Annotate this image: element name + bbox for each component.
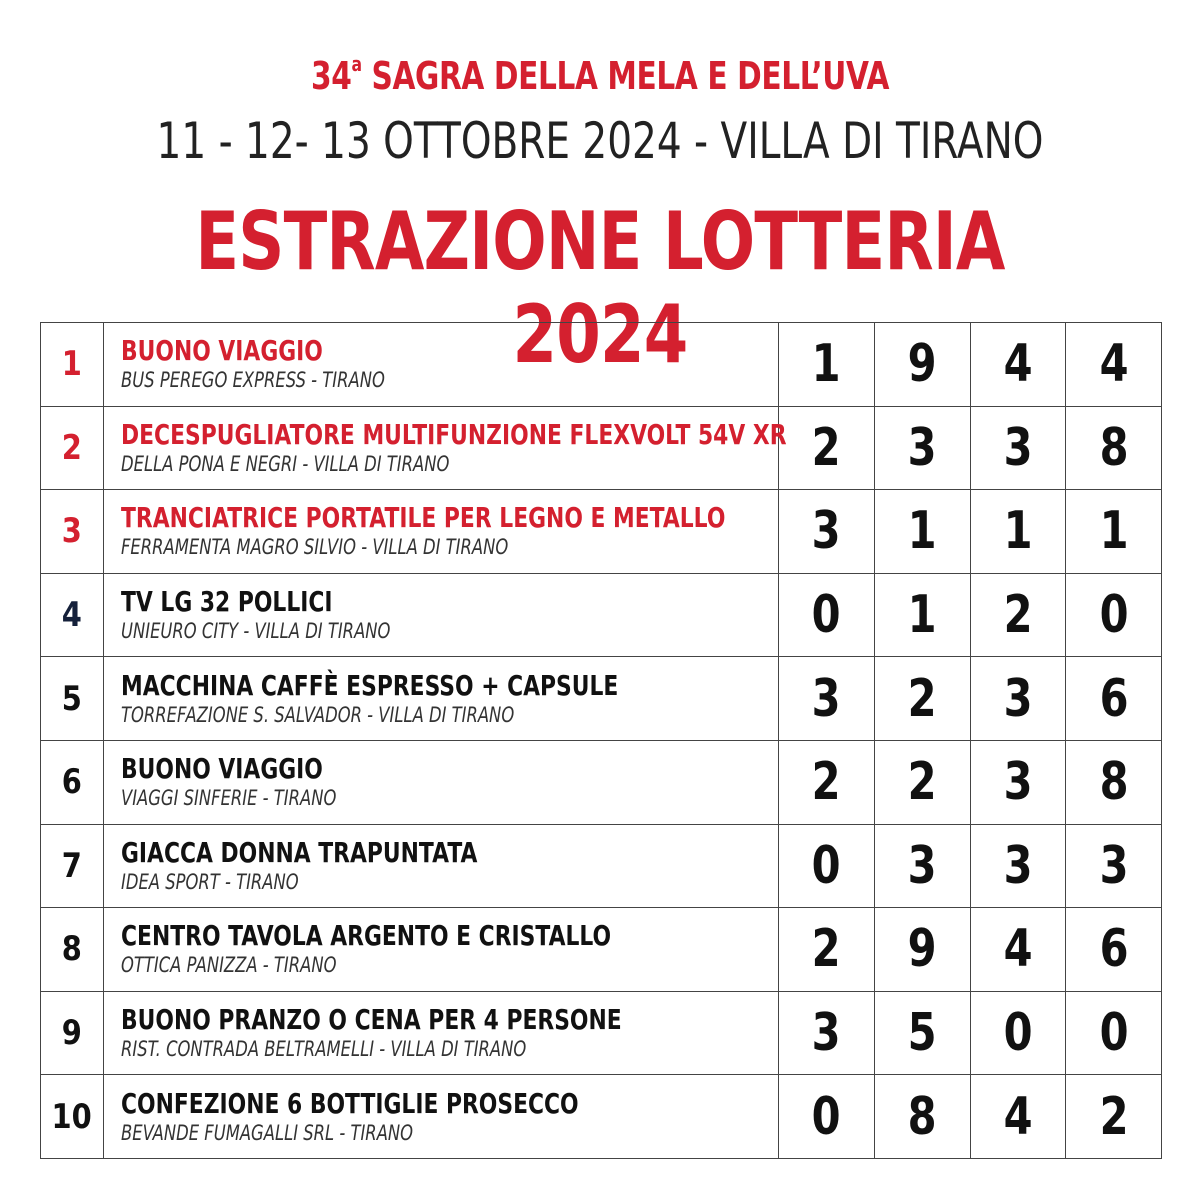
- page-title: ESTRAZIONE LOTTERIA 2024: [195, 195, 1005, 381]
- table-row: [41, 908, 1162, 992]
- winning-digit: 0: [1099, 1003, 1129, 1064]
- winning-digit-cell: [874, 908, 970, 992]
- winning-digit: 8: [1099, 417, 1129, 478]
- prize-rank: 1: [61, 344, 83, 385]
- prize-name: BUONO VIAGGIO: [121, 334, 323, 368]
- prize-rank-cell: [41, 1075, 104, 1159]
- winning-digit: 3: [1003, 835, 1033, 896]
- winning-digit: 9: [907, 334, 937, 395]
- table-row: [41, 991, 1162, 1075]
- table-row: [41, 1075, 1162, 1159]
- winning-digit: 2: [811, 752, 841, 813]
- winning-digit-cell: [1066, 908, 1162, 992]
- table-row: [41, 740, 1162, 824]
- winning-digit: 3: [1099, 835, 1129, 896]
- table-row: [41, 323, 1162, 407]
- winning-digit-cell: [1066, 573, 1162, 657]
- table-row: [41, 573, 1162, 657]
- winning-digit-cell: [779, 657, 875, 741]
- winning-digit: 1: [907, 501, 937, 562]
- prize-rank: 10: [51, 1096, 93, 1137]
- winning-digit: 3: [907, 835, 937, 896]
- winning-digit: 2: [811, 417, 841, 478]
- prize-name: TV LG 32 POLLICI: [121, 585, 333, 619]
- winning-digit: 0: [1099, 585, 1129, 646]
- table-row: [41, 490, 1162, 574]
- event-dates: 11 - 12- 13 OTTOBRE 2024 - VILLA DI TIRANO: [156, 112, 1044, 170]
- winning-digit-cell: [874, 406, 970, 490]
- winning-digit: 5: [907, 1003, 937, 1064]
- prize-rank-cell: [41, 406, 104, 490]
- winning-digit-cell: [970, 824, 1066, 908]
- prize-cell: [104, 573, 779, 657]
- winning-digit: 4: [1003, 334, 1033, 395]
- winning-digit-cell: [970, 406, 1066, 490]
- winning-digit-cell: [779, 824, 875, 908]
- prize-cell: [104, 657, 779, 741]
- winning-digit-cell: [779, 1075, 875, 1159]
- winning-digit-cell: [779, 573, 875, 657]
- prize-rank-cell: [41, 490, 104, 574]
- winning-digit-cell: [874, 490, 970, 574]
- winning-digit-cell: [1066, 824, 1162, 908]
- prize-cell: [104, 991, 779, 1075]
- table-row: [41, 406, 1162, 490]
- winning-digit-cell: [970, 657, 1066, 741]
- prize-name: CONFEZIONE 6 BOTTIGLIE PROSECCO: [121, 1086, 579, 1120]
- winning-digit: 2: [907, 668, 937, 729]
- prize-name: MACCHINA CAFFÈ ESPRESSO + CAPSULE: [121, 668, 619, 702]
- winning-digit-cell: [779, 406, 875, 490]
- winning-digit: 4: [1099, 334, 1129, 395]
- winning-digit: 1: [1003, 501, 1033, 562]
- winning-digit-cell: [874, 991, 970, 1075]
- prize-sponsor: VIAGGI SINFERIE - TIRANO: [121, 786, 337, 811]
- winning-digit: 6: [1099, 668, 1129, 729]
- prize-name: CENTRO TAVOLA ARGENTO E CRISTALLO: [121, 919, 612, 953]
- prize-name: DECESPUGLIATORE MULTIFUNZIONE FLEXVOLT 54V XR: [121, 417, 787, 451]
- prize-cell: [104, 1075, 779, 1159]
- prize-rank: 5: [61, 678, 83, 719]
- prize-cell: [104, 824, 779, 908]
- prize-rank: 6: [61, 762, 83, 803]
- prize-sponsor: BUS PEREGO EXPRESS - TIRANO: [121, 368, 385, 393]
- winning-digit: 9: [907, 919, 937, 980]
- winning-digit: 2: [1003, 585, 1033, 646]
- prize-rank: 9: [61, 1013, 83, 1054]
- prize-cell: [104, 908, 779, 992]
- prize-cell: [104, 740, 779, 824]
- prize-cell: [104, 406, 787, 490]
- winning-digit-cell: [779, 490, 875, 574]
- prize-sponsor: TORREFAZIONE S. SALVADOR - VILLA DI TIRANO: [121, 702, 515, 727]
- winning-digit: 1: [907, 585, 937, 646]
- winning-digit-cell: [779, 991, 875, 1075]
- winning-digit-cell: [970, 1075, 1066, 1159]
- prize-sponsor: BEVANDE FUMAGALLI SRL - TIRANO: [121, 1120, 414, 1145]
- winning-digit: 8: [907, 1086, 937, 1147]
- prize-sponsor: UNIEURO CITY - VILLA DI TIRANO: [121, 619, 391, 644]
- prize-sponsor: DELLA PONA E NEGRI - VILLA DI TIRANO: [121, 451, 450, 476]
- winning-digit: 2: [811, 919, 841, 980]
- winning-digit: 0: [811, 835, 841, 896]
- prize-rank-cell: [41, 908, 104, 992]
- winning-digit: 4: [1003, 919, 1033, 980]
- prize-rank-cell: [41, 824, 104, 908]
- winning-digit: 1: [1099, 501, 1129, 562]
- winning-digit: 3: [1003, 668, 1033, 729]
- prize-rank-cell: [41, 740, 104, 824]
- winning-digit: 3: [811, 1003, 841, 1064]
- table-row: [41, 824, 1162, 908]
- winning-digit: 2: [1099, 1086, 1129, 1147]
- winning-digit: 3: [811, 501, 841, 562]
- winning-digit-cell: [779, 323, 875, 407]
- winning-digit-cell: [874, 824, 970, 908]
- winning-digit-cell: [1066, 323, 1162, 407]
- prize-name: TRANCIATRICE PORTATILE PER LEGNO E METALLO: [121, 501, 726, 535]
- winning-digit-cell: [970, 740, 1066, 824]
- winning-digit: 3: [1003, 417, 1033, 478]
- winning-digit-cell: [1066, 490, 1162, 574]
- winning-digit-cell: [1066, 1075, 1162, 1159]
- winning-digit: 3: [1003, 752, 1033, 813]
- winning-digit-cell: [1066, 406, 1162, 490]
- winning-digit: 0: [811, 585, 841, 646]
- winning-digit: 3: [811, 668, 841, 729]
- prize-rank: 3: [61, 511, 83, 552]
- prize-rank-cell: [41, 323, 104, 407]
- prize-rank-cell: [41, 657, 104, 741]
- winning-digit-cell: [1066, 740, 1162, 824]
- winning-digit: 3: [907, 417, 937, 478]
- prize-sponsor: OTTICA PANIZZA - TIRANO: [121, 953, 337, 978]
- prize-sponsor: FERRAMENTA MAGRO SILVIO - VILLA DI TIRANO: [121, 535, 509, 560]
- prize-sponsor: IDEA SPORT - TIRANO: [121, 869, 299, 894]
- lottery-results-table: [40, 322, 1162, 1159]
- winning-digit-cell: [779, 908, 875, 992]
- winning-digit-cell: [874, 740, 970, 824]
- prize-name: BUONO VIAGGIO: [121, 752, 323, 786]
- winning-digit: 2: [907, 752, 937, 813]
- prize-cell: [104, 323, 779, 407]
- prize-rank-cell: [41, 991, 104, 1075]
- winning-digit-cell: [970, 991, 1066, 1075]
- winning-digit-cell: [1066, 657, 1162, 741]
- prize-name: BUONO PRANZO O CENA PER 4 PERSONE: [121, 1003, 622, 1037]
- winning-digit-cell: [874, 573, 970, 657]
- winning-digit: 4: [1003, 1086, 1033, 1147]
- edition-number: 34: [310, 54, 352, 98]
- edition-text: SAGRA DELLA MELA E DELL’UVA: [371, 54, 890, 98]
- prize-name: GIACCA DONNA TRAPUNTATA: [121, 835, 478, 869]
- prize-sponsor: RIST. CONTRADA BELTRAMELLI - VILLA DI TIRANO: [121, 1037, 527, 1062]
- winning-digit-cell: [970, 323, 1066, 407]
- winning-digit: 8: [1099, 752, 1129, 813]
- winning-digit-cell: [874, 323, 970, 407]
- prize-rank: 8: [61, 929, 83, 970]
- winning-digit: 6: [1099, 919, 1129, 980]
- prize-rank: 4: [61, 595, 83, 636]
- winning-digit-cell: [970, 908, 1066, 992]
- winning-digit-cell: [779, 740, 875, 824]
- edition-suffix: a: [351, 52, 362, 76]
- winning-digit-cell: [874, 657, 970, 741]
- winning-digit-cell: [874, 1075, 970, 1159]
- table-row: [41, 657, 1162, 741]
- prize-rank-cell: [41, 573, 104, 657]
- winning-digit: 0: [1003, 1003, 1033, 1064]
- winning-digit-cell: [970, 573, 1066, 657]
- edition-heading: [132, 52, 1068, 98]
- prize-cell: [104, 490, 779, 574]
- winning-digit-cell: [1066, 991, 1162, 1075]
- prize-rank: 7: [61, 845, 83, 886]
- winning-digit: 1: [811, 334, 841, 395]
- prize-rank: 2: [61, 427, 83, 468]
- winning-digit: 0: [811, 1086, 841, 1147]
- winning-digit-cell: [970, 490, 1066, 574]
